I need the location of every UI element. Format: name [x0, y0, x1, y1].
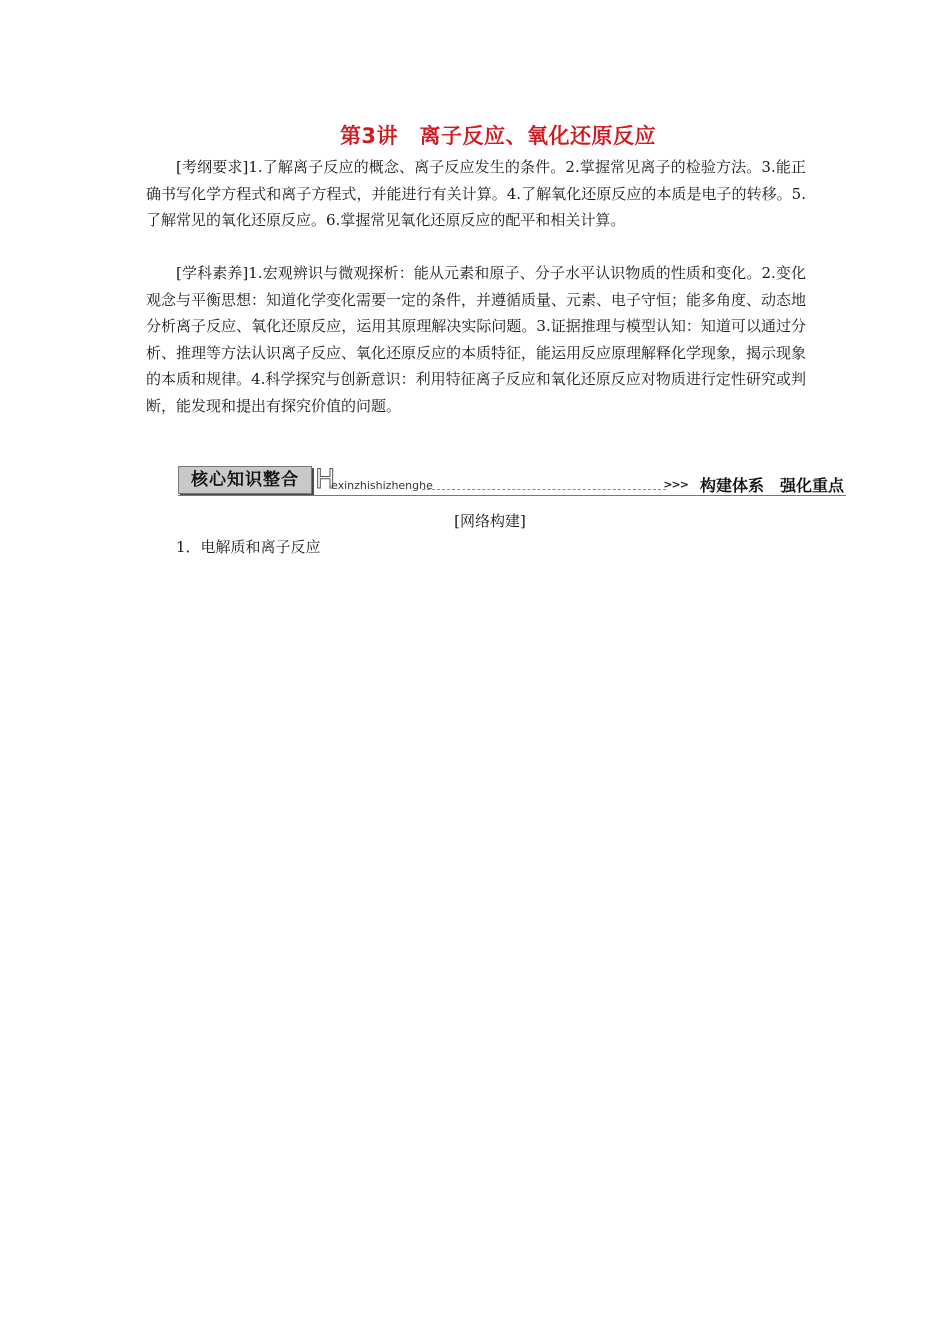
network-construction-heading: [网络构建] — [454, 512, 526, 530]
banner-pinyin: exinzhishizhenghe — [331, 479, 433, 492]
banner-right-text: 构建体系 强化重点 — [699, 476, 844, 495]
subject-literacy-paragraph: [学科素养]1.宏观辨识与微观探析：能从元素和原子、分子水平认识物质的性质和变化。2.变化观念与平衡思想：知道化学变化需要一定的条件，并遵循质量、元素、电子守恒；能多角度、动态地分析离子反应、氧化还原反应，运用其原理解决实际问题。3.证据推理与模型认知：知道可以通过分析、推理等方法认识离子反应、氧化还原反应的本质特征，能运用反应原理解释化学现象，揭示现象的本质和规律。4.科学探究与创新意识：利用特征离子反应和氧化还原反应对物质进行定性研究或判断，能发现和提出有探究价值的问题。 — [146, 264, 807, 415]
banner-initial: H — [315, 464, 336, 495]
section-banner — [178, 466, 846, 496]
banner-dashed-line — [422, 489, 666, 490]
list-item-electrolyte: 1．电解质和离子反应 — [176, 538, 321, 556]
banner-arrows-icon: >>> — [663, 478, 688, 491]
syllabus-requirements-paragraph: [考纲要求]1.了解离子反应的概念、离子反应发生的条件。2.掌握常见离子的检验方法。3.能正确书写化学方程式和离子方程式，并能进行有关计算。4.了解氧化还原反应的本质是电子的转移。5.了解常见的氧化还原反应。6.掌握常见氧化还原反应的配平和相关计算。 — [146, 158, 806, 229]
page-title: 第3讲 离子反应、氧化还原反应 — [339, 124, 657, 148]
banner-label: 核心知识整合 — [178, 466, 312, 494]
